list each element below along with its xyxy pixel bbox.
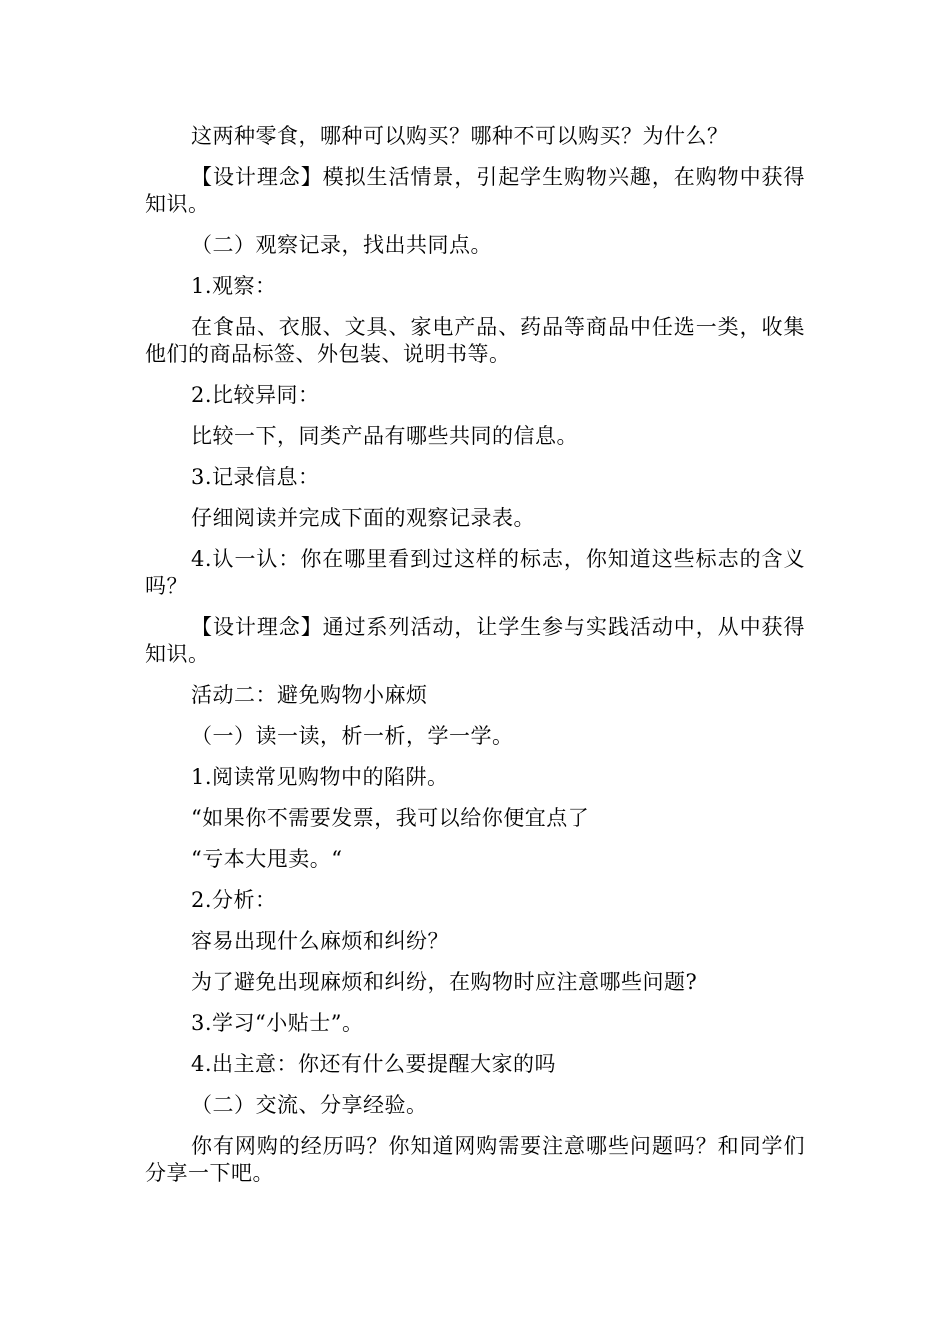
paragraph-tips: 3.学习“小贴士”。 — [191, 1011, 364, 1035]
paragraph-step-1: 1.观察： — [191, 274, 277, 298]
paragraph-quote-1: “如果你不需要发票，我可以给你便宜点了 — [191, 806, 590, 830]
paragraph-observe-text: 在食品、衣服、文具、家电产品、药品等商品中任选一类，收集他们的商品标签、外包装、说明书等。 — [145, 315, 805, 366]
paragraph-section-two: （二）交流、分享经验。 — [191, 1093, 428, 1117]
paragraph-step-4: 4.认一认：你在哪里看到过这样的标志，你知道这些标志的含义吗？ — [145, 547, 805, 598]
paragraph-question: 这两种零食，哪种可以购买？哪种不可以购买？为什么？ — [191, 124, 729, 148]
paragraph-trouble-question: 容易出现什么麻烦和纠纷？ — [191, 929, 449, 953]
paragraph-design-concept-2: 【设计理念】通过系列活动，让学生参与实践活动中，从中获得知识。 — [145, 615, 805, 666]
paragraph-record-text: 仔细阅读并完成下面的观察记录表。 — [191, 506, 535, 530]
paragraph-design-concept-1: 【设计理念】模拟生活情景，引起学生购物兴趣，在购物中获得知识。 — [145, 165, 805, 216]
paragraph-section-one: （一）读一读，析一析，学一学。 — [191, 724, 514, 748]
paragraph-section-heading: （二）观察记录，找出共同点。 — [191, 233, 492, 257]
document-body — [145, 123, 805, 1187]
paragraph-ideas: 4.出主意：你还有什么要提醒大家的吗 — [191, 1052, 557, 1076]
paragraph-quote-2: “亏本大甩卖。“ — [191, 847, 343, 871]
paragraph-step-3: 3.记录信息： — [191, 465, 320, 489]
paragraph-avoid-question: 为了避免出现麻烦和纠纷，在购物时应注意哪些问题? — [191, 970, 698, 994]
paragraph-read-traps: 1.阅读常见购物中的陷阱。 — [191, 765, 449, 789]
paragraph-analyze: 2.分析： — [191, 888, 277, 912]
paragraph-online-shopping: 你有网购的经历吗？你知道网购需要注意哪些问题吗？和同学们分享一下吧。 — [145, 1134, 805, 1185]
paragraph-compare-text: 比较一下，同类产品有哪些共同的信息。 — [191, 424, 578, 448]
paragraph-activity-two: 活动二：避免购物小麻烦 — [191, 683, 428, 707]
paragraph-step-2: 2.比较异同： — [191, 383, 320, 407]
